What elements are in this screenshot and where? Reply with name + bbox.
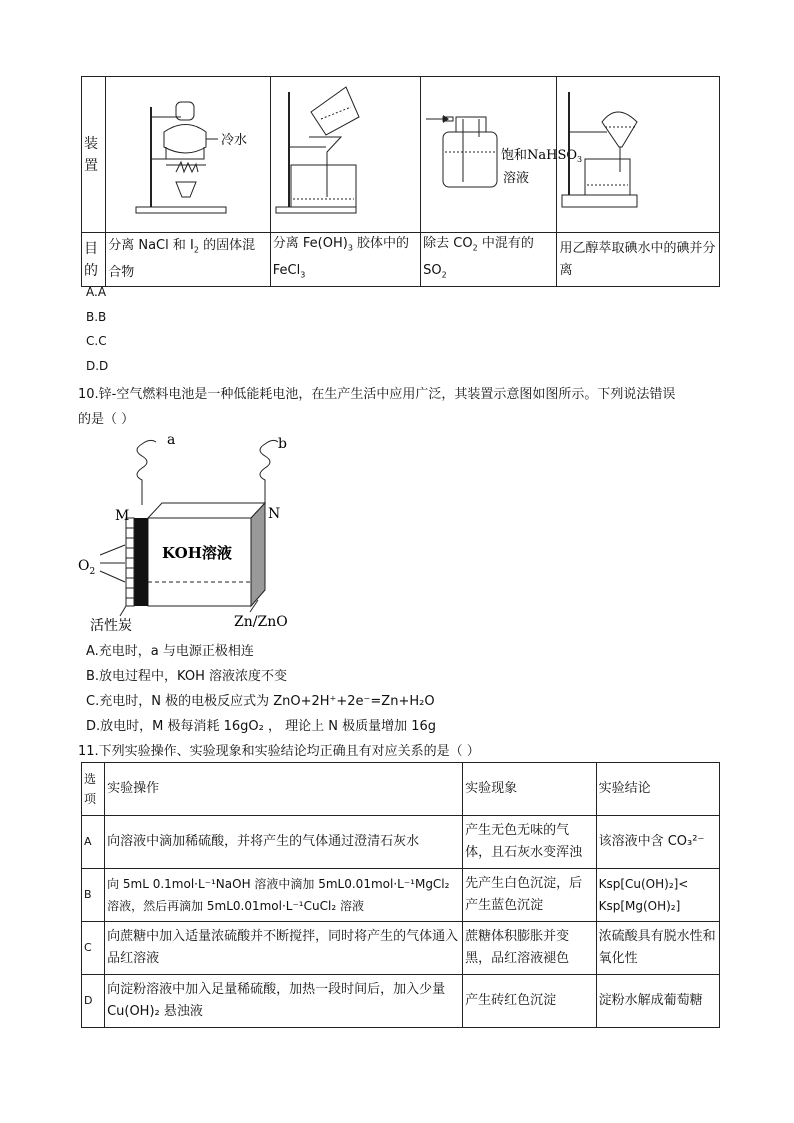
row-d-operation: 向淀粉溶液中加入足量稀硫酸，加热一段时间后，加入少量 Cu(OH)₂ 悬浊液 [105, 975, 463, 1028]
zinc-air-battery-figure [70, 430, 310, 635]
terminal-b-label: b [278, 436, 287, 452]
cold-water-label: 冷水 [221, 133, 248, 148]
row-label-purpose: 目的 [82, 233, 106, 287]
row-a-option: A [82, 816, 105, 869]
saturated-nahso3-label: 饱和NaHSO$_3$ [501, 148, 583, 164]
solution-label: 溶液 [503, 171, 530, 186]
row-b-operation: 向 5mL 0.1mol·L⁻¹NaOH 溶液中滴加 5mL0.01mol·L⁻¹MgCl₂ 溶液，然后再滴加 5mL0.01mol·L⁻¹CuCl₂ 溶液 [105, 869, 463, 922]
row-d-option: D [82, 975, 105, 1028]
row-a-conclusion: 该溶液中含 CO₃²⁻ [596, 816, 719, 869]
header-operation: 实验操作 [105, 763, 463, 816]
row-label-apparatus: 装置 [82, 77, 106, 233]
row-a-phenomenon: 产生无色无味的气体，且石灰水变浑浊 [463, 816, 596, 869]
apparatus-table [81, 76, 720, 287]
q9-option-c[interactable]: C.C [86, 334, 107, 348]
q9-option-d[interactable]: D.D [86, 359, 109, 373]
row-c-option: C [82, 922, 105, 975]
header-conclusion: 实验结论 [596, 763, 719, 816]
q10-stem-cont: 的是（ ） [78, 412, 135, 427]
electrode-n-label: N [268, 506, 281, 522]
terminal-a-label: a [167, 432, 176, 448]
header-phenomenon: 实验现象 [463, 763, 596, 816]
row-a-operation: 向溶液中滴加稀硫酸，并将产生的气体通过澄清石灰水 [105, 816, 463, 869]
sublimation-apparatus-figure [106, 77, 268, 224]
activated-carbon-label: 活性炭 [90, 618, 132, 634]
q9-option-b[interactable]: B.B [86, 310, 107, 324]
separatory-funnel-figure [557, 77, 717, 224]
experiment-table [81, 762, 720, 1028]
apparatus-b-cell [270, 77, 420, 233]
purpose-c: 除去 $CO_2$ 中混有的 $SO_2$ [421, 233, 557, 287]
row-b-conclusion: Ksp[Cu(OH)₂]< Ksp[Mg(OH)₂] [596, 869, 719, 922]
q10-stem: 10.锌-空气燃料电池是一种低能耗电池，在生产生活中应用广泛，其装置示意图如图所示。下列说法错误 [78, 387, 676, 402]
apparatus-a-cell [106, 77, 271, 233]
q10-option-c[interactable]: C.充电时，N 极的电极反应式为 ZnO+2H⁺+2e⁻=Zn+H₂O [86, 694, 435, 709]
q11-stem: 11.下列实验操作、实验现象和实验结论均正确且有对应关系的是（ ） [78, 744, 480, 759]
row-c-conclusion: 浓硫酸具有脱水性和氧化性 [596, 922, 719, 975]
purpose-b: 分离 $Fe(OH)_3$ 胶体中的 FeCl$_3$ [270, 233, 420, 287]
purpose-d: 用乙醇萃取碘水中的碘并分离 [557, 233, 720, 287]
zn-zno-label: Zn/ZnO [234, 614, 288, 630]
q10-option-b[interactable]: B.放电过程中，KOH 溶液浓度不变 [86, 669, 288, 684]
row-c-operation: 向蔗糖中加入适量浓硫酸并不断搅拌，同时将产生的气体通入品红溶液 [105, 922, 463, 975]
q9-option-a[interactable]: A.A [86, 285, 107, 299]
apparatus-c-cell [421, 77, 583, 233]
oxygen-label: $O_2$ [78, 558, 96, 577]
koh-solution-label: KOH溶液 [162, 544, 232, 562]
filtration-apparatus-figure [271, 77, 419, 224]
row-b-phenomenon: 先产生白色沉淀，后产生蓝色沉淀 [463, 869, 596, 922]
q10-option-d[interactable]: D.放电时，M 极每消耗 16gO₂ ， 理论上 N 极质量增加 16g [86, 719, 437, 734]
header-option: 选项 [82, 763, 105, 816]
row-c-phenomenon: 蔗糖体积膨胀并变黑，品红溶液褪色 [463, 922, 596, 975]
row-d-phenomenon: 产生砖红色沉淀 [463, 975, 596, 1028]
electrode-m-label: M [115, 508, 130, 524]
purpose-a: 分离 NaCl 和 $I_2$ 的固体混合物 [106, 233, 271, 287]
apparatus-d-cell [557, 77, 720, 233]
q10-option-a[interactable]: A.充电时，a 与电源正极相连 [86, 644, 254, 659]
row-b-option: B [82, 869, 105, 922]
gas-washing-bottle-figure [421, 77, 583, 224]
row-d-conclusion: 淀粉水解成葡萄糖 [596, 975, 719, 1028]
